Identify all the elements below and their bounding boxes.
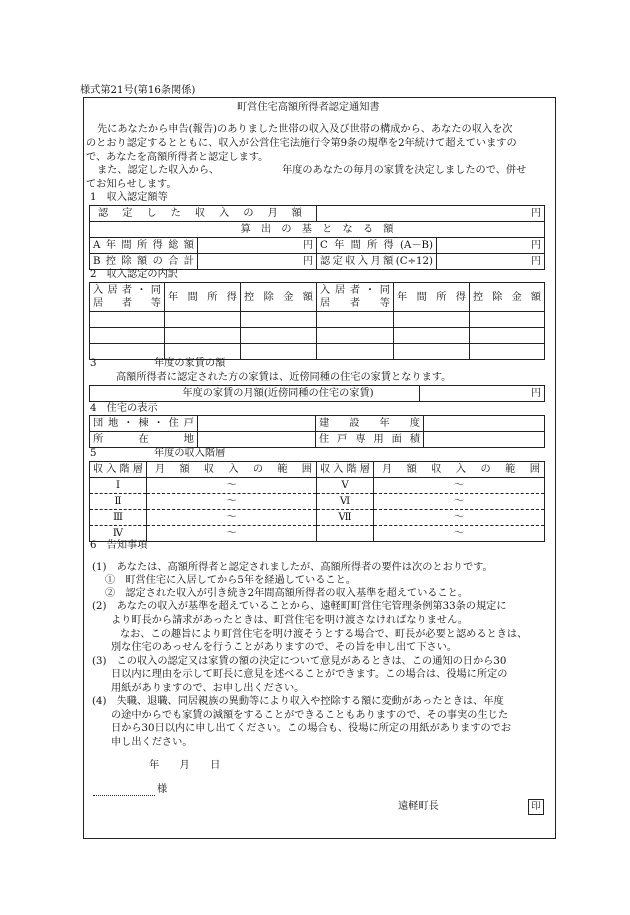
construction-year-label: 建 設 年 度: [319, 418, 420, 429]
yen-unit: 円: [302, 256, 313, 267]
floor-area-label: 住戸専用面積: [319, 434, 420, 445]
resident-col-line2: 居 者 等: [93, 298, 161, 309]
section5-heading: 年度の収入階層: [154, 448, 226, 459]
intro-line-5: てお知らせします。: [86, 179, 177, 190]
notice-line-11: (4) 失職、退職、同居親族の異動等により収入や控除する額に変動があったときは、年度: [92, 696, 504, 707]
notice-line-12: の途中からでも家賃の減額をすることができることもありますので、その事実の生じた: [111, 710, 509, 721]
recognized-monthly-label: 認 定 し た 収 入 の 月 額: [98, 208, 302, 219]
level-6: Ⅵ: [339, 496, 351, 507]
yen-unit: 円: [530, 388, 541, 399]
range-tilde: ～: [226, 528, 237, 539]
range-tilde: ～: [226, 480, 237, 491]
intro-line-3: で、あなたを高額所得者と認定します。: [86, 152, 269, 163]
yen-unit: 円: [530, 256, 541, 267]
section3-heading: 年度の家賃の額: [154, 358, 226, 369]
range-tilde: ～: [453, 512, 465, 523]
section4-heading: 4 住宅の表示: [90, 403, 158, 414]
notice-line-6: なお、この趣旨により町営住宅を明け渡そうとする場合で、町長が必要と認めるときは、: [120, 629, 528, 640]
recognized-monthly-income-label: 認定収入月額(C÷12): [320, 256, 433, 267]
basis-header: 算 出 の 基 と な る 額: [240, 224, 394, 235]
housing-table: [89, 415, 545, 448]
income-level-table: [89, 461, 545, 542]
location-label: 所 在 地: [93, 434, 194, 445]
notice-line-14: 申し出ください。: [111, 737, 193, 748]
notice-line-4: (2) あなたの収入が基準を超えていることから、遠軽町町営住宅管理条例第33条の規定に: [92, 601, 507, 612]
section5-number: 5: [90, 448, 97, 459]
notice-line-8: (3) この収入の認定又は家賃の額の決定について意見があるときは、この通知の日から30: [92, 656, 507, 667]
intro-line-4b: 年度のあなたの毎月の家賃を決定しましたので、併せ: [282, 165, 527, 176]
yen-unit: 円: [530, 240, 541, 251]
date-line: 年 月 日: [149, 760, 221, 771]
range-tilde: ～: [453, 496, 465, 507]
form-number: 様式第21号(第16条関係): [80, 85, 196, 96]
range-tilde: ～: [453, 528, 465, 539]
resident-col-line1: 入居者・同: [320, 285, 390, 296]
range-col: 月 額 収 入 の 範 囲: [382, 464, 540, 475]
section3-note: 高額所得者に認定された方の家賃は、近傍同種の住宅の家賃となります。: [116, 372, 452, 383]
section3-number: 3: [90, 358, 97, 369]
income-table: [89, 205, 545, 270]
document-title: 町営住宅高額所得者認定通知書: [237, 102, 380, 113]
seal-mark: 印: [528, 799, 544, 815]
notice-line-2: ① 町営住宅に入居してから5年を経過していること。: [105, 575, 356, 586]
notice-line-9: 日以内に理由を示して町長に意見を述べることができます。この場合は、役場に所定の: [111, 669, 508, 680]
level-1: Ⅰ: [115, 480, 121, 491]
deduction-col: 控除金額: [473, 291, 541, 303]
annual-income-total-label: A年間所得総額: [93, 240, 194, 251]
notice-line-10: 用紙がありますので、お申し出ください。: [111, 683, 305, 694]
section6-heading: 6 告知事項: [90, 540, 148, 551]
notice-line-1: (1) あなたは、高額所得者と認定されましたが、高額所得者の要件は次のとおりです。: [92, 562, 493, 573]
yen-unit: 円: [530, 208, 541, 219]
range-tilde: ～: [226, 512, 237, 523]
level-5: Ⅴ: [341, 480, 349, 491]
estate-label: 団地・棟・住戸: [93, 418, 194, 429]
issuer: 遠軽町長: [398, 801, 439, 812]
section1-heading: 1 収入認定額等: [90, 192, 168, 203]
range-tilde: ～: [453, 480, 465, 491]
range-tilde: ～: [226, 496, 237, 507]
intro-line-4: また、認定した収入から、: [97, 165, 220, 176]
section2-heading: 2 収入認定の内訳: [90, 269, 178, 280]
level-4: Ⅳ: [112, 528, 124, 539]
addressee-blank: [93, 794, 155, 796]
level-3: Ⅲ: [113, 512, 123, 523]
resident-col-line2: 居 者 等: [320, 298, 390, 309]
yen-unit: 円: [302, 240, 313, 251]
annual-income-col: 年間所得: [397, 291, 466, 303]
notice-line-3: ② 認定された収入が引き続き2年間高額所得者の収入基準を超えていること。: [105, 588, 469, 599]
notice-line-7: 別な住宅のあっせんを行うことがありますので、その旨を申し出て下さい。: [111, 642, 458, 653]
level-7: Ⅶ: [338, 512, 352, 523]
breakdown-table: [89, 282, 545, 360]
range-col: 月 額 収 入 の 範 囲: [155, 464, 312, 475]
rent-table: [89, 385, 545, 402]
level-col: 収入階層: [93, 464, 143, 475]
notice-line-13: 日から30日以内に申し出てください。この場合も、役場に所定の用紙がありますのでお: [111, 723, 512, 734]
level-2: Ⅱ: [114, 496, 122, 507]
annual-income-col: 年間所得: [168, 291, 237, 303]
rent-label: 年度の家賃の月額(近傍同種の住宅の家賃): [182, 388, 374, 399]
deduction-col: 控除金額: [244, 291, 313, 303]
annual-income-label: C年間所得(A－B): [320, 240, 433, 251]
intro-line-2: のとおり認定するとともに、収入が公営住宅法施行令第9条の規準を2年続けて超えていますの: [86, 138, 517, 149]
notice-line-5: より町長から請求があったときは、町営住宅を明け渡さなければなりません。: [111, 615, 469, 626]
level-col: 収入階層: [320, 464, 370, 475]
intro-line-1: 先にあなたから申告(報告)のありました世帯の収入及び世帯の構成から、あなたの収入を次: [97, 124, 513, 135]
deduction-total-label: B控除額の合計: [93, 256, 194, 267]
resident-col-line1: 入居者・同: [93, 285, 161, 296]
addressee-suffix: 様: [157, 784, 168, 795]
